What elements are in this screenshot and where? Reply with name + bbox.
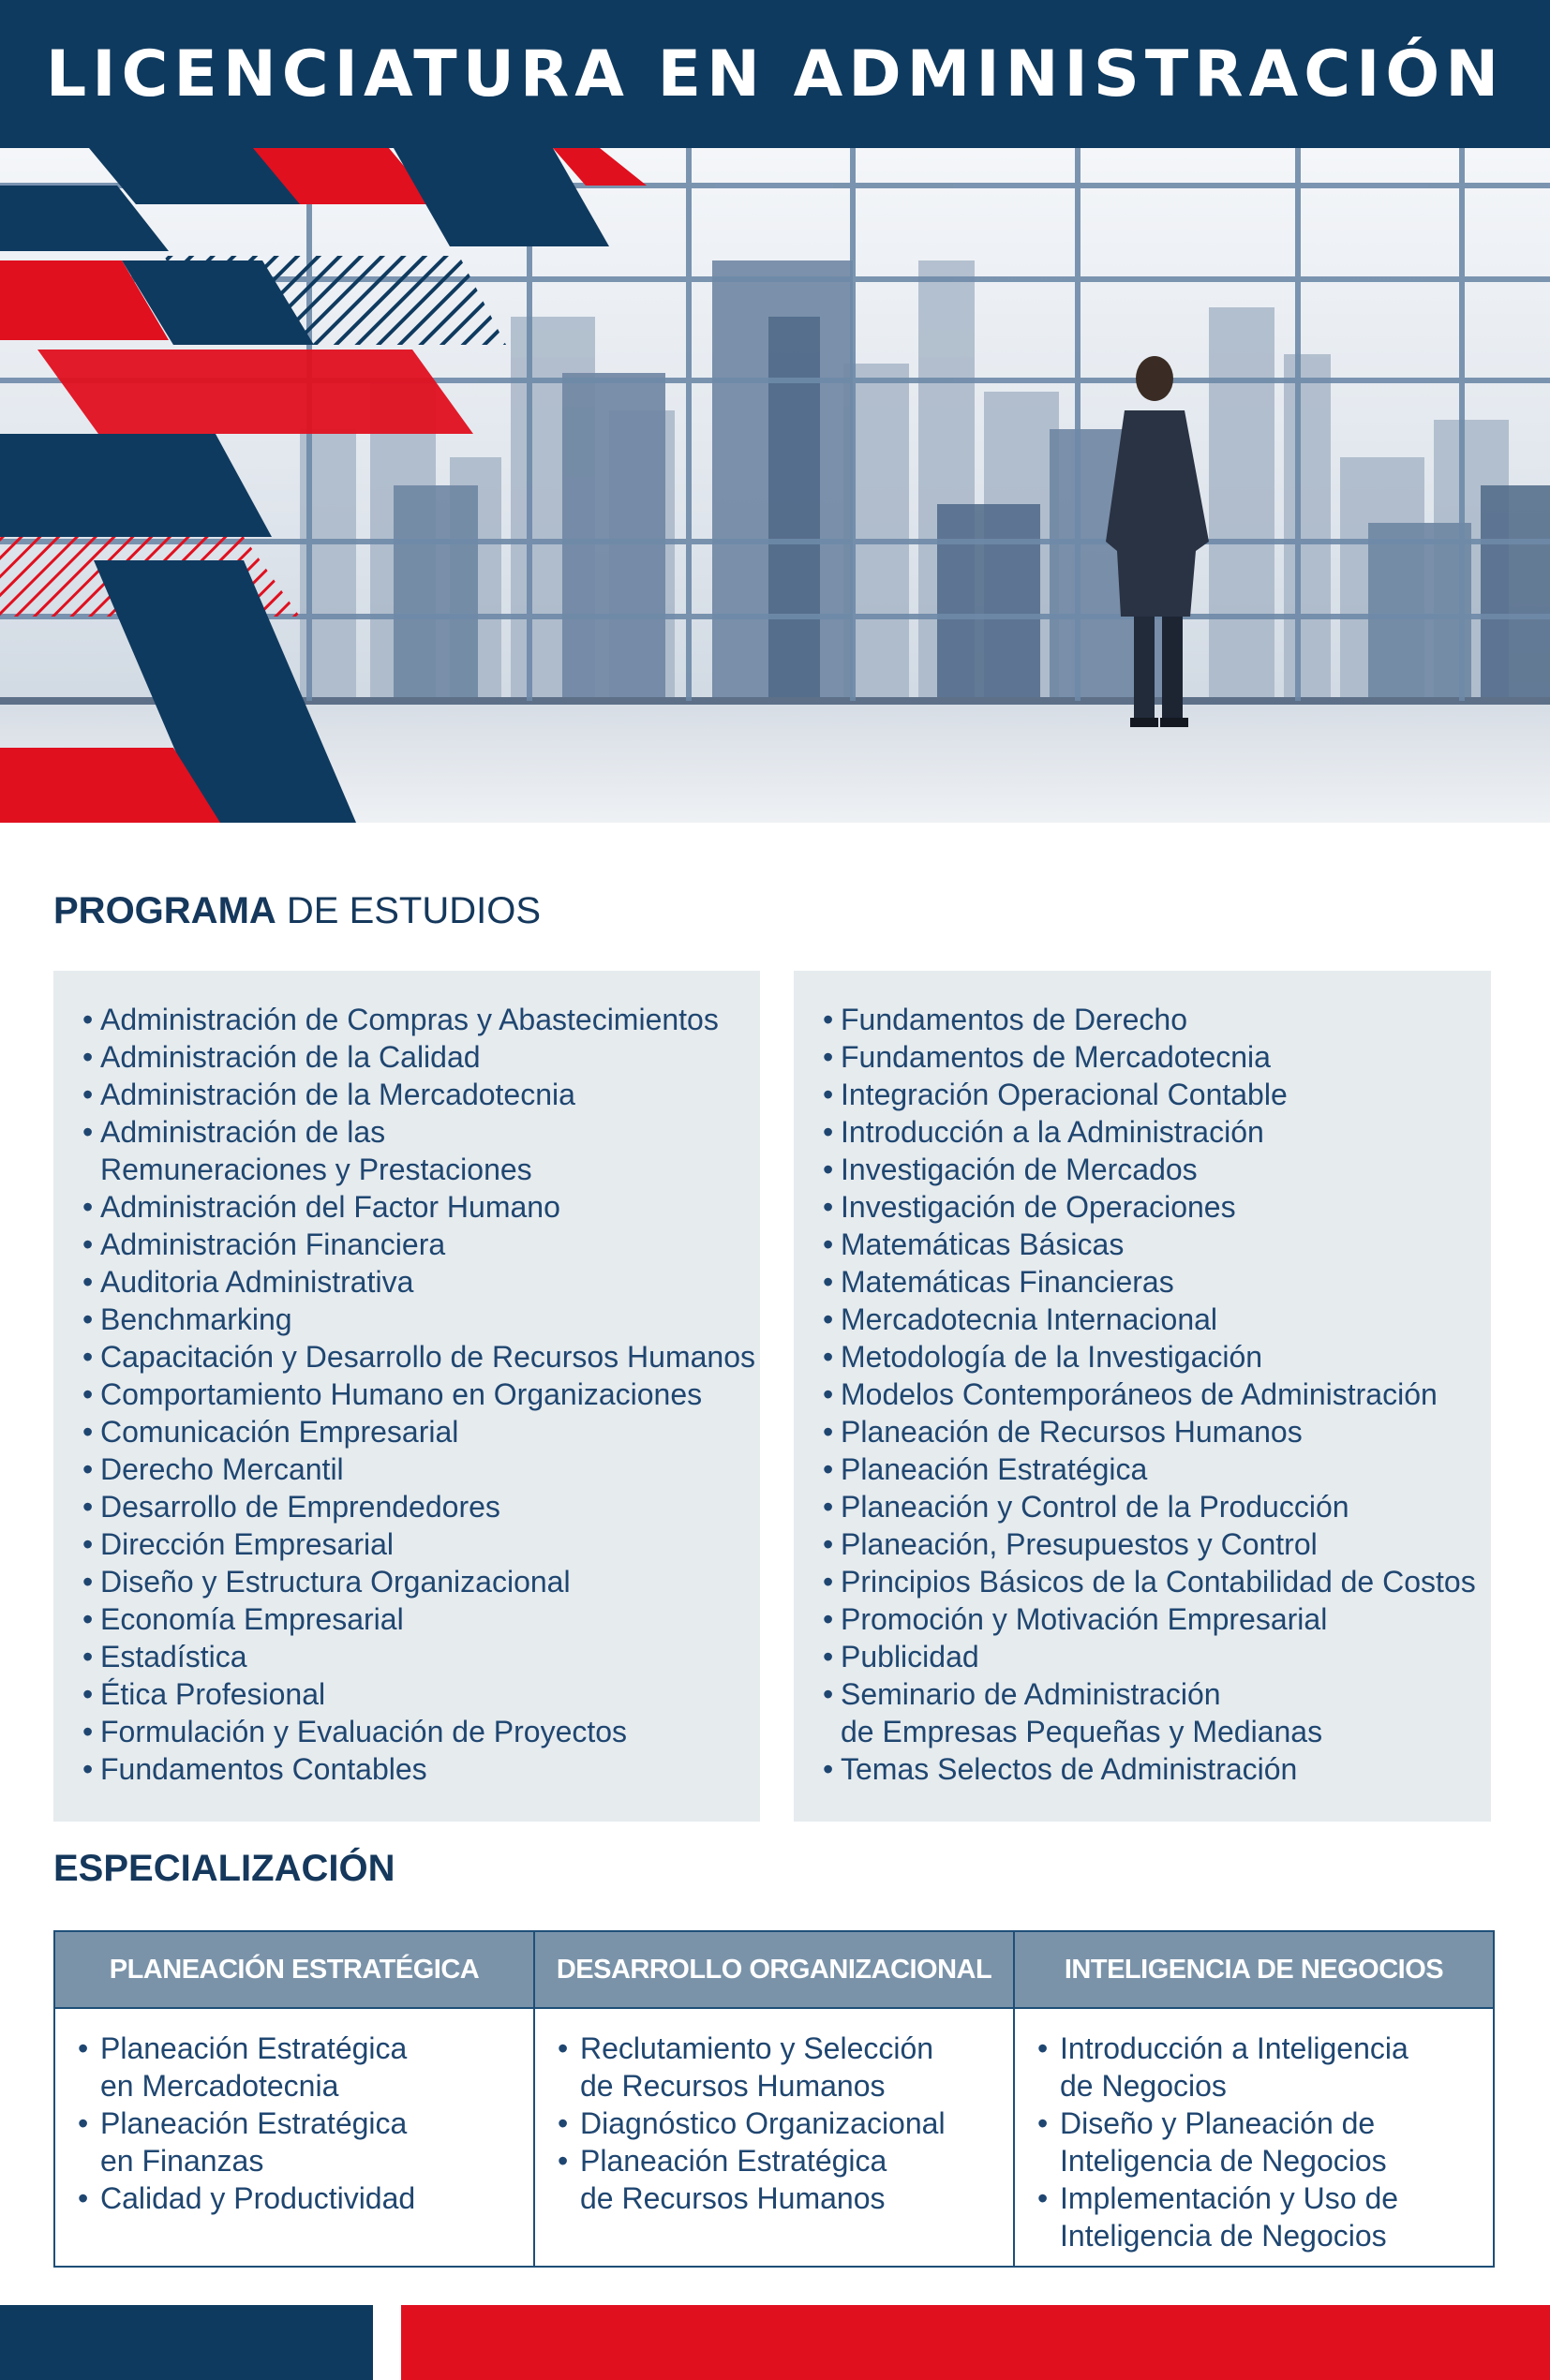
list-item: • Calidad y Productividad: [55, 2179, 533, 2217]
list-item-continuation: Remuneraciones y Prestaciones: [100, 1153, 532, 1186]
list-item: • Fundamentos de Mercadotecnia: [794, 1038, 1491, 1076]
list-item: • Investigación de Operaciones: [794, 1188, 1491, 1226]
spec-list: [1015, 2009, 1493, 2254]
spec-heading: INTELIGENCIA DE NEGOCIOS: [1015, 1932, 1493, 2009]
spec-column-desarrollo: [533, 1932, 1013, 2266]
list-item: • Diseño y Planeación de: [1015, 2105, 1493, 2142]
programa-title: [53, 890, 541, 932]
list-item: • Implementación y Uso de: [1015, 2179, 1493, 2217]
list-item: • Dirección Empresarial: [53, 1525, 760, 1563]
list-item: • Promoción y Motivación Empresarial: [794, 1600, 1491, 1638]
list-item: • Administración de la Calidad: [53, 1038, 760, 1076]
spec-column-inteligencia: [1013, 1932, 1493, 2266]
page-header: [0, 0, 1550, 148]
list-item: • Administración de las: [53, 1113, 760, 1151]
list-item: • Fundamentos de Derecho: [794, 1001, 1491, 1038]
list-item: • Principios Básicos de la Contabilidad de Costos: [794, 1563, 1491, 1600]
list-item: • Administración Financiera: [53, 1226, 760, 1263]
spec-list: [55, 2009, 533, 2217]
list-item: • Diagnóstico Organizacional: [535, 2105, 1013, 2142]
list-item: • Planeación Estratégica: [55, 2105, 533, 2142]
list-item: • Comportamiento Humano en Organizaciones: [53, 1376, 760, 1413]
list-item: • Comunicación Empresarial: [53, 1413, 760, 1450]
list-item: • Formulación y Evaluación de Proyectos: [53, 1713, 760, 1750]
list-item-continuation: de Empresas Pequeñas y Medianas: [841, 1715, 1323, 1748]
list-item: • Diseño y Estructura Organizacional: [53, 1563, 760, 1600]
programa-right-panel: [794, 971, 1491, 1822]
list-item: • Planeación de Recursos Humanos: [794, 1413, 1491, 1450]
list-item: • Fundamentos Contables: [53, 1750, 760, 1788]
especializacion-title-text: ESPECIALIZACIÓN: [53, 1848, 395, 1889]
list-item-continuation: Inteligencia de Negocios: [1060, 2144, 1387, 2178]
footer-bar-red: [401, 2305, 1550, 2380]
list-item: • Seminario de Administración: [794, 1675, 1491, 1713]
spec-heading: PLANEACIÓN ESTRATÉGICA: [55, 1932, 533, 2009]
list-item: • Ética Profesional: [53, 1675, 760, 1713]
list-item: • Administración de Compras y Abastecimientos: [53, 1001, 760, 1038]
list-item: • Matemáticas Básicas: [794, 1226, 1491, 1263]
list-item: • Publicidad: [794, 1638, 1491, 1675]
hero-image: [0, 148, 1550, 823]
list-item: • Auditoria Administrativa: [53, 1263, 760, 1301]
list-item: • Estadística: [53, 1638, 760, 1675]
especializacion-title: [53, 1848, 395, 1890]
list-item: • Matemáticas Financieras: [794, 1263, 1491, 1301]
spec-heading: DESARROLLO ORGANIZACIONAL: [535, 1932, 1013, 2009]
list-item: • Integración Operacional Contable: [794, 1076, 1491, 1113]
list-item: • Planeación Estratégica: [794, 1450, 1491, 1488]
list-item-continuation: de Negocios: [1060, 2069, 1227, 2103]
list-item: • Temas Selectos de Administración: [794, 1750, 1491, 1788]
programa-left-panel: [53, 971, 760, 1822]
list-item-continuation: en Finanzas: [100, 2144, 264, 2178]
list-item: • Benchmarking: [53, 1301, 760, 1338]
programa-left-list: [53, 971, 760, 1788]
list-item-continuation: de Recursos Humanos: [580, 2069, 886, 2103]
list-item: • Capacitación y Desarrollo de Recursos Humanos: [53, 1338, 760, 1376]
list-item-continuation: de Recursos Humanos: [580, 2181, 886, 2215]
list-item: • Planeación y Control de la Producción: [794, 1488, 1491, 1525]
list-item: • Reclutamiento y Selección: [535, 2030, 1013, 2067]
list-item: • Administración del Factor Humano: [53, 1188, 760, 1226]
list-item: • Investigación de Mercados: [794, 1151, 1491, 1188]
list-item: • Derecho Mercantil: [53, 1450, 760, 1488]
business-man-city-window-photo: [0, 148, 1550, 823]
list-item: • Mercadotecnia Internacional: [794, 1301, 1491, 1338]
list-item: • Economía Empresarial: [53, 1600, 760, 1638]
list-item-continuation: en Mercadotecnia: [100, 2069, 339, 2103]
programa-title-bold: PROGRAMA: [53, 890, 276, 931]
list-item-continuation: Inteligencia de Negocios: [1060, 2219, 1387, 2253]
list-item: • Modelos Contemporáneos de Administración: [794, 1376, 1491, 1413]
programa-title-light: DE ESTUDIOS: [276, 890, 542, 931]
list-item: • Planeación Estratégica: [55, 2030, 533, 2067]
page-title: LICENCIATURA EN ADMINISTRACIÓN: [45, 37, 1505, 112]
list-item: • Introducción a la Administración: [794, 1113, 1491, 1151]
list-item: • Introducción a Inteligencia: [1015, 2030, 1493, 2067]
list-item: • Planeación, Presupuestos y Control: [794, 1525, 1491, 1563]
list-item: • Desarrollo de Emprendedores: [53, 1488, 760, 1525]
footer-bar-navy: [0, 2305, 373, 2380]
list-item: • Planeación Estratégica: [535, 2142, 1013, 2179]
programa-right-list: [794, 971, 1491, 1788]
especializacion-table: [53, 1930, 1495, 2268]
spec-list: [535, 2009, 1013, 2217]
list-item: • Metodología de la Investigación: [794, 1338, 1491, 1376]
list-item: • Administración de la Mercadotecnia: [53, 1076, 760, 1113]
spec-column-planeacion: [55, 1932, 533, 2266]
